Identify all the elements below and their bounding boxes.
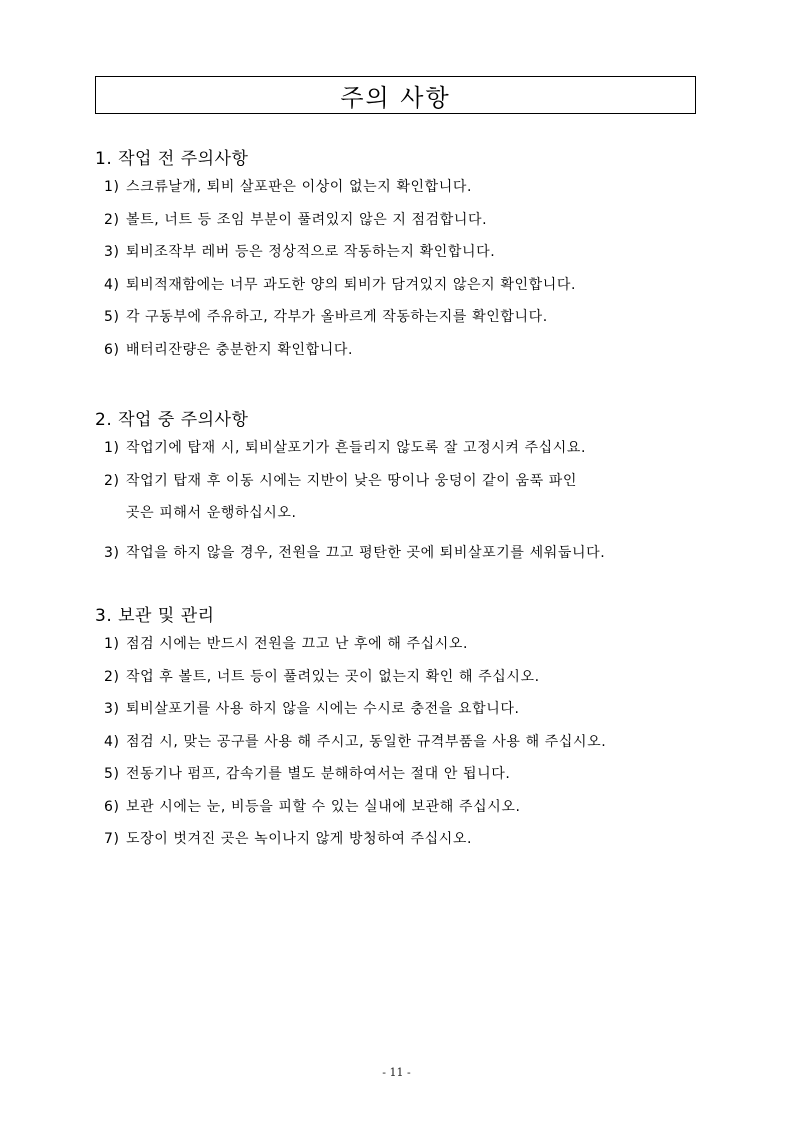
section-storage bbox=[95, 605, 705, 864]
item-number: 2) bbox=[104, 668, 120, 685]
list-item bbox=[95, 277, 705, 294]
section-heading: 3. 보관 및 관리 bbox=[95, 606, 215, 626]
item-text: 퇴비적재함에는 너무 과도한 양의 퇴비가 담겨있지 않은지 확인합니다. bbox=[126, 276, 576, 293]
page-title: 주의 사항 bbox=[340, 83, 451, 112]
item-number: 1) bbox=[104, 179, 120, 195]
item-number: 5) bbox=[104, 766, 120, 782]
item-number: 3) bbox=[104, 545, 120, 562]
list-item bbox=[95, 799, 705, 816]
list-item bbox=[95, 669, 705, 686]
item-text: 작업을 하지 않을 경우, 전원을 끄고 평탄한 곳에 퇴비살포기를 세워둡니다. bbox=[126, 545, 606, 562]
item-text: 작업기에 탑재 시, 퇴비살포기가 흔들리지 않도록 잘 고정시켜 주십시요. bbox=[126, 440, 587, 456]
item-text: 작업기 탑재 후 이동 시에는 지반이 낮은 땅이나 웅덩이 같이 움푹 파인 곳은 피해서 운행하십시오. bbox=[126, 472, 578, 522]
section-during-work bbox=[95, 409, 705, 578]
item-number: 4) bbox=[104, 276, 120, 293]
list-item bbox=[95, 734, 705, 751]
item-text: 점검 시에는 반드시 전원을 끄고 난 후에 해 주십시오. bbox=[126, 636, 469, 652]
page-number: - 11 - bbox=[382, 1066, 411, 1079]
item-text: 점검 시, 맞는 공구를 사용 해 주시고, 동일한 규격부품을 사용 해 주십시오. bbox=[126, 733, 607, 750]
item-number: 4) bbox=[104, 733, 120, 750]
list-item bbox=[95, 473, 705, 530]
section-heading: 2. 작업 중 주의사항 bbox=[95, 410, 249, 430]
list-item bbox=[95, 636, 705, 653]
list-item bbox=[95, 212, 705, 229]
item-text: 퇴비살포기를 사용 하지 않을 시에는 수시로 충전을 요합니다. bbox=[126, 701, 520, 717]
list-item bbox=[95, 831, 705, 848]
item-text: 퇴비조작부 레버 등은 정상적으로 작동하는지 확인합니다. bbox=[126, 244, 496, 260]
item-list bbox=[95, 440, 705, 562]
list-item bbox=[95, 309, 705, 326]
section-before-work bbox=[95, 148, 705, 374]
item-list bbox=[95, 179, 705, 359]
list-item bbox=[95, 342, 705, 359]
title-box bbox=[95, 76, 696, 114]
item-number: 3) bbox=[104, 701, 120, 717]
item-text: 스크류날개, 퇴비 살포판은 이상이 없는지 확인합니다. bbox=[126, 179, 473, 195]
item-number: 1) bbox=[104, 636, 120, 652]
item-text: 각 구동부에 주유하고, 각부가 올바르게 작동하는지를 확인합니다. bbox=[126, 309, 548, 325]
item-text: 배터리잔량은 충분한지 확인합니다. bbox=[126, 341, 354, 358]
section-heading: 1. 작업 전 주의사항 bbox=[95, 149, 249, 169]
item-text: 전동기나 펌프, 감속기를 별도 분해하여서는 절대 안 됩니다. bbox=[126, 766, 511, 782]
item-number: 2) bbox=[104, 211, 120, 228]
item-text: 보관 시에는 눈, 비등을 피할 수 있는 실내에 보관해 주십시오. bbox=[126, 798, 521, 815]
item-number: 6) bbox=[104, 798, 120, 815]
item-number: 1) bbox=[104, 440, 120, 456]
item-list bbox=[95, 636, 705, 848]
list-item bbox=[95, 440, 705, 457]
item-number: 5) bbox=[104, 309, 120, 325]
item-text: 작업 후 볼트, 너트 등이 풀려있는 곳이 없는지 확인 해 주십시오. bbox=[126, 668, 540, 685]
item-number: 7) bbox=[104, 831, 120, 847]
list-item bbox=[95, 244, 705, 261]
list-item bbox=[95, 701, 705, 718]
list-item bbox=[95, 179, 705, 196]
item-number: 6) bbox=[104, 341, 120, 358]
item-number: 3) bbox=[104, 244, 120, 260]
list-item bbox=[95, 766, 705, 783]
item-text: 볼트, 너트 등 조임 부분이 풀려있지 않은 지 점검합니다. bbox=[126, 211, 488, 228]
list-item bbox=[95, 545, 705, 562]
item-text: 도장이 벗겨진 곳은 녹이나지 않게 방청하여 주십시오. bbox=[126, 831, 473, 847]
item-number: 2) bbox=[104, 472, 120, 489]
